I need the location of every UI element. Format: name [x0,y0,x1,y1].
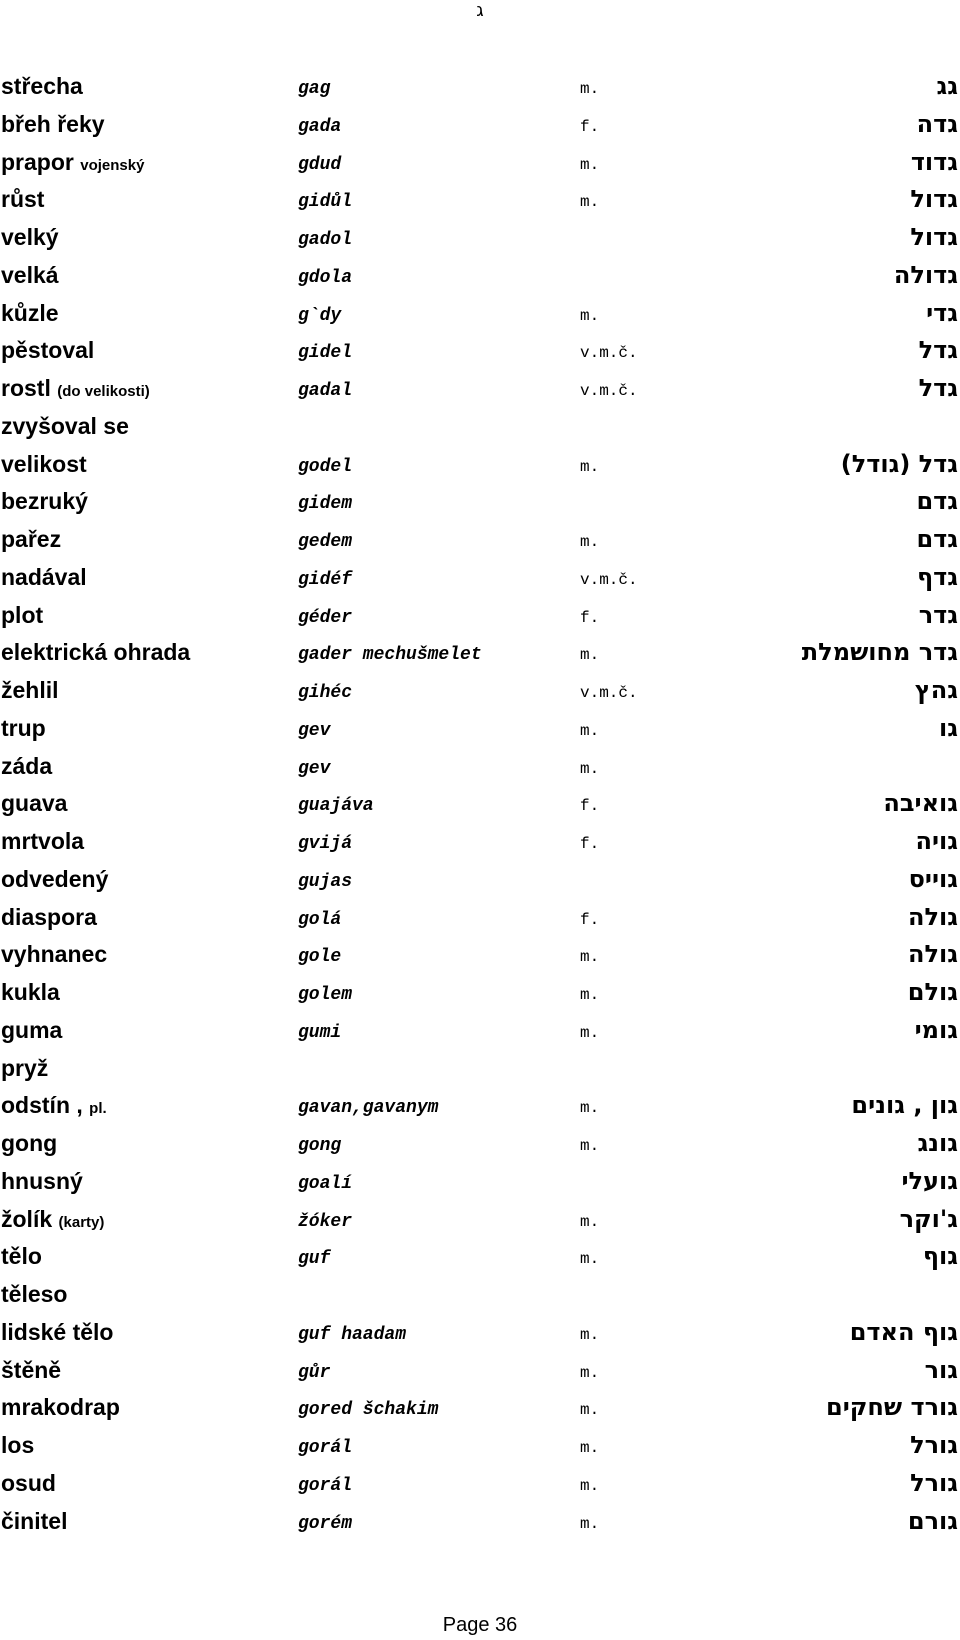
hebrew-term: גדל [918,336,958,365]
transliteration: gidůl [298,192,353,213]
dictionary-entry [0,1201,960,1239]
dictionary-entry [0,823,960,861]
dictionary-entry [0,295,960,333]
czech-word: záda [1,752,53,779]
czech-word: zvyšoval se [1,412,129,439]
czech-word: prapor [1,148,74,175]
czech-term [1,1318,113,1346]
dictionary-entry [0,219,960,257]
grammar-tag: f. [580,608,600,627]
grammar-tag: m. [580,1401,600,1420]
czech-word: velikost [1,450,87,477]
dictionary-entry [0,1012,960,1050]
dictionary-entry [0,1389,960,1427]
hebrew-term: גדם [916,487,958,516]
dictionary-entry [0,785,960,823]
czech-word: růst [1,186,45,213]
dictionary-entry [0,332,960,370]
czech-word: pryž [1,1054,49,1081]
dictionary-entry [0,861,960,899]
czech-word: břeh řeky [1,110,105,137]
czech-term [1,223,59,251]
czech-word: tělo [1,1243,42,1270]
transliteration: gev [298,758,331,779]
czech-term [1,789,67,817]
hebrew-term: גורל [910,1431,958,1459]
czech-word: štěně [1,1356,62,1383]
grammar-tag: m. [580,80,600,98]
czech-word: rostl [1,375,51,401]
grammar-tag: m. [580,533,600,551]
czech-term [1,148,144,180]
czech-term [1,638,190,666]
czech-term [1,1091,107,1123]
czech-term [1,1205,104,1237]
czech-term [1,903,97,931]
transliteration: géder [298,607,353,628]
grammar-tag: m. [580,1212,600,1231]
grammar-tag: m. [580,193,600,212]
dictionary-entry [0,559,960,597]
transliteration: gader mechušmelet [298,645,482,666]
grammar-tag: m. [580,1325,600,1344]
hebrew-term: גדל (גודל) [840,449,958,478]
dictionary-entry [0,710,960,748]
czech-word: žehlil [1,677,59,703]
hebrew-term: ג'וקר [899,1204,958,1233]
dictionary-entry [0,181,960,219]
czech-term [1,185,44,213]
grammar-tag: m. [580,948,600,967]
czech-word: nadával [1,563,87,590]
czech-word: trup [1,714,46,741]
hebrew-term: גועלי [901,1166,958,1195]
transliteration: gujas [298,871,353,892]
transliteration: golem [298,985,353,1005]
czech-word: guava [1,790,68,817]
grammar-tag: m. [580,1137,600,1155]
hebrew-term: גדי [926,298,958,327]
czech-term [1,336,94,364]
transliteration: gidel [298,343,353,364]
hebrew-term: גולם [907,978,958,1006]
dictionary-entry [0,370,960,408]
transliteration: gag [298,79,331,99]
hebrew-term: גדה [916,109,958,138]
czech-term [1,1167,83,1195]
czech-word: osud [1,1469,56,1496]
grammar-tag: m. [580,1439,600,1457]
transliteration: guf [298,1249,331,1270]
hebrew-term: גוייס [908,864,958,893]
dictionary-entry [0,936,960,974]
dictionary-entry [0,974,960,1012]
hebrew-term: גולה [908,940,958,969]
dictionary-entry [0,597,960,635]
czech-word: lidské tělo [1,1318,114,1345]
czech-word: střecha [1,73,83,99]
transliteration: gidéf [298,569,353,590]
hebrew-term: גוף האדם [849,1317,958,1346]
grammar-tag: m. [580,457,600,476]
dictionary-entry [0,1050,960,1088]
czech-word: guma [1,1016,63,1043]
dictionary-entry [0,68,960,106]
dictionary-entry [0,1503,960,1541]
hebrew-term: גדול [910,185,958,214]
grammar-tag: m. [580,1476,600,1495]
transliteration: g`dy [298,305,342,326]
czech-word: vyhnanec [1,941,108,968]
czech-term [1,1431,34,1459]
czech-term [1,487,88,515]
czech-word: velká [1,261,59,288]
transliteration: guf haadam [298,1324,407,1345]
czech-term [1,1393,120,1421]
dictionary-entry [0,672,960,710]
transliteration: gadal [298,381,353,401]
czech-word: činitel [1,1507,68,1534]
grammar-tag: m. [580,986,600,1004]
transliteration: gong [298,1136,342,1156]
czech-term [1,374,150,406]
czech-term [1,525,61,553]
czech-word: gong [1,1130,58,1156]
transliteration: gored šchakim [298,1400,439,1421]
czech-term [1,940,107,968]
transliteration: gvijá [298,834,353,854]
grammar-tag: v.m.č. [580,570,638,589]
czech-note: pl. [89,1100,107,1118]
dictionary-entry [0,1125,960,1163]
czech-term [1,563,87,591]
czech-term [1,1129,57,1157]
grammar-tag: m. [580,1023,600,1042]
grammar-tag: f. [580,910,600,929]
czech-term [1,1469,56,1497]
dictionary-entry [0,521,960,559]
dictionary-entry [0,899,960,937]
hebrew-term: גורל [910,1468,958,1497]
grammar-tag: m. [580,1250,600,1269]
grammar-tag: f. [580,117,600,136]
czech-word: pěstoval [1,337,95,364]
dictionary-entry [0,1276,960,1314]
transliteration: golá [298,909,342,930]
czech-term [1,412,129,440]
czech-word: elektrická ohrada [1,639,191,666]
czech-term [1,1356,61,1384]
grammar-tag: v.m.č. [580,382,638,400]
transliteration: gorém [298,1513,353,1534]
czech-word: pařez [1,526,62,552]
czech-word: těleso [1,1281,68,1307]
czech-term [1,1054,48,1082]
hebrew-term: גואיבה [883,789,958,818]
transliteration: godel [298,456,353,477]
transliteration: gdud [298,154,342,175]
dictionary-entry [0,257,960,295]
czech-term [1,261,59,289]
czech-note: vojenský [80,156,145,174]
czech-word: los [1,1432,35,1458]
czech-word: plot [1,601,44,628]
dictionary-entry [0,634,960,672]
hebrew-term: גדף [916,562,958,591]
transliteration: gihéc [298,683,353,703]
grammar-tag: m. [580,306,600,325]
transliteration: žóker [298,1211,353,1232]
grammar-tag: f. [580,835,600,853]
czech-term [1,752,52,780]
hebrew-term: גון , גונים [851,1091,958,1120]
grammar-tag: m. [580,1099,600,1118]
czech-term [1,676,59,704]
czech-term [1,1016,62,1044]
transliteration: goalí [298,1173,353,1194]
dictionary-entry [0,1163,960,1201]
grammar-tag: m. [580,646,600,665]
dictionary-entry [0,748,960,786]
czech-term [1,978,60,1006]
czech-term [1,1242,42,1270]
dictionary-entry [0,106,960,144]
transliteration: gada [298,116,342,137]
czech-note: (do velikosti) [57,383,150,400]
grammar-tag: m. [580,759,600,778]
czech-term [1,714,46,742]
transliteration: guajáva [298,796,374,817]
dictionary-entry [0,1427,960,1465]
czech-word: kukla [1,979,60,1005]
transliteration: gumi [298,1022,342,1043]
hebrew-term: גדל [918,374,958,402]
transliteration: gadol [298,230,353,250]
hebrew-term: גומי [914,1015,958,1044]
grammar-tag: m. [580,155,600,174]
transliteration: gdola [298,267,353,288]
dictionary-entry [0,1087,960,1125]
hebrew-term: גדול [910,223,958,251]
czech-term [1,299,59,327]
hebrew-term: גדר מחושמלת [801,638,958,667]
dictionary-entry [0,1238,960,1276]
czech-word: kůzle [1,299,59,326]
hebrew-term: גוף [922,1242,958,1271]
czech-term [1,1280,67,1308]
dictionary-entries [0,68,960,1540]
dictionary-entry [0,1352,960,1390]
transliteration: gev [298,720,331,741]
hebrew-term: גדוד [910,147,958,176]
czech-word: odstín , [1,1092,83,1119]
hebrew-term: גורד שחקים [825,1393,958,1422]
transliteration: gorál [298,1475,353,1496]
grammar-tag: m. [580,1363,600,1382]
dictionary-entry [0,144,960,182]
hebrew-term: גדולה [893,260,958,289]
czech-word: bezruký [1,488,88,515]
czech-term [1,450,87,478]
hebrew-term: גדם [916,525,958,553]
dictionary-entry [0,1314,960,1352]
transliteration: gorál [298,1438,353,1458]
hebrew-term: גדר [918,600,958,629]
czech-word: odvedený [1,865,109,892]
dictionary-entry [0,446,960,484]
hebrew-term: גורם [907,1506,958,1535]
page-header-letter: ג [476,0,484,21]
grammar-tag: f. [580,797,600,816]
hebrew-term: גו [939,713,958,742]
czech-word: diaspora [1,903,97,930]
czech-term [1,601,43,629]
czech-word: hnusný [1,1167,83,1194]
hebrew-term: גולה [908,902,958,931]
hebrew-term: גור [924,1355,958,1384]
transliteration: gavan,gavanym [298,1098,439,1119]
czech-word: velký [1,224,59,250]
hebrew-term: גויה [915,827,958,855]
czech-note: (karty) [58,1213,105,1231]
czech-term [1,1507,67,1535]
transliteration: gedem [298,532,353,552]
transliteration: gidem [298,494,353,515]
grammar-tag: m. [580,721,600,740]
dictionary-entry [0,483,960,521]
czech-term [1,865,108,893]
transliteration: gůr [298,1362,331,1383]
czech-term [1,72,83,100]
czech-word: žolík [1,1205,53,1232]
czech-word: mrtvola [1,828,85,854]
grammar-tag: v.m.č. [580,344,638,363]
hebrew-term: גג [936,72,958,100]
hebrew-term: גונג [917,1129,958,1157]
czech-word: mrakodrap [1,1394,120,1421]
page-number: Page 36 [442,1614,518,1636]
czech-term [1,110,105,138]
grammar-tag: v.m.č. [580,684,638,702]
dictionary-entry [0,408,960,446]
dictionary-entry [0,1465,960,1503]
czech-term [1,827,84,855]
hebrew-term: גהץ [914,676,958,704]
transliteration: gole [298,947,342,968]
grammar-tag: m. [580,1514,600,1533]
